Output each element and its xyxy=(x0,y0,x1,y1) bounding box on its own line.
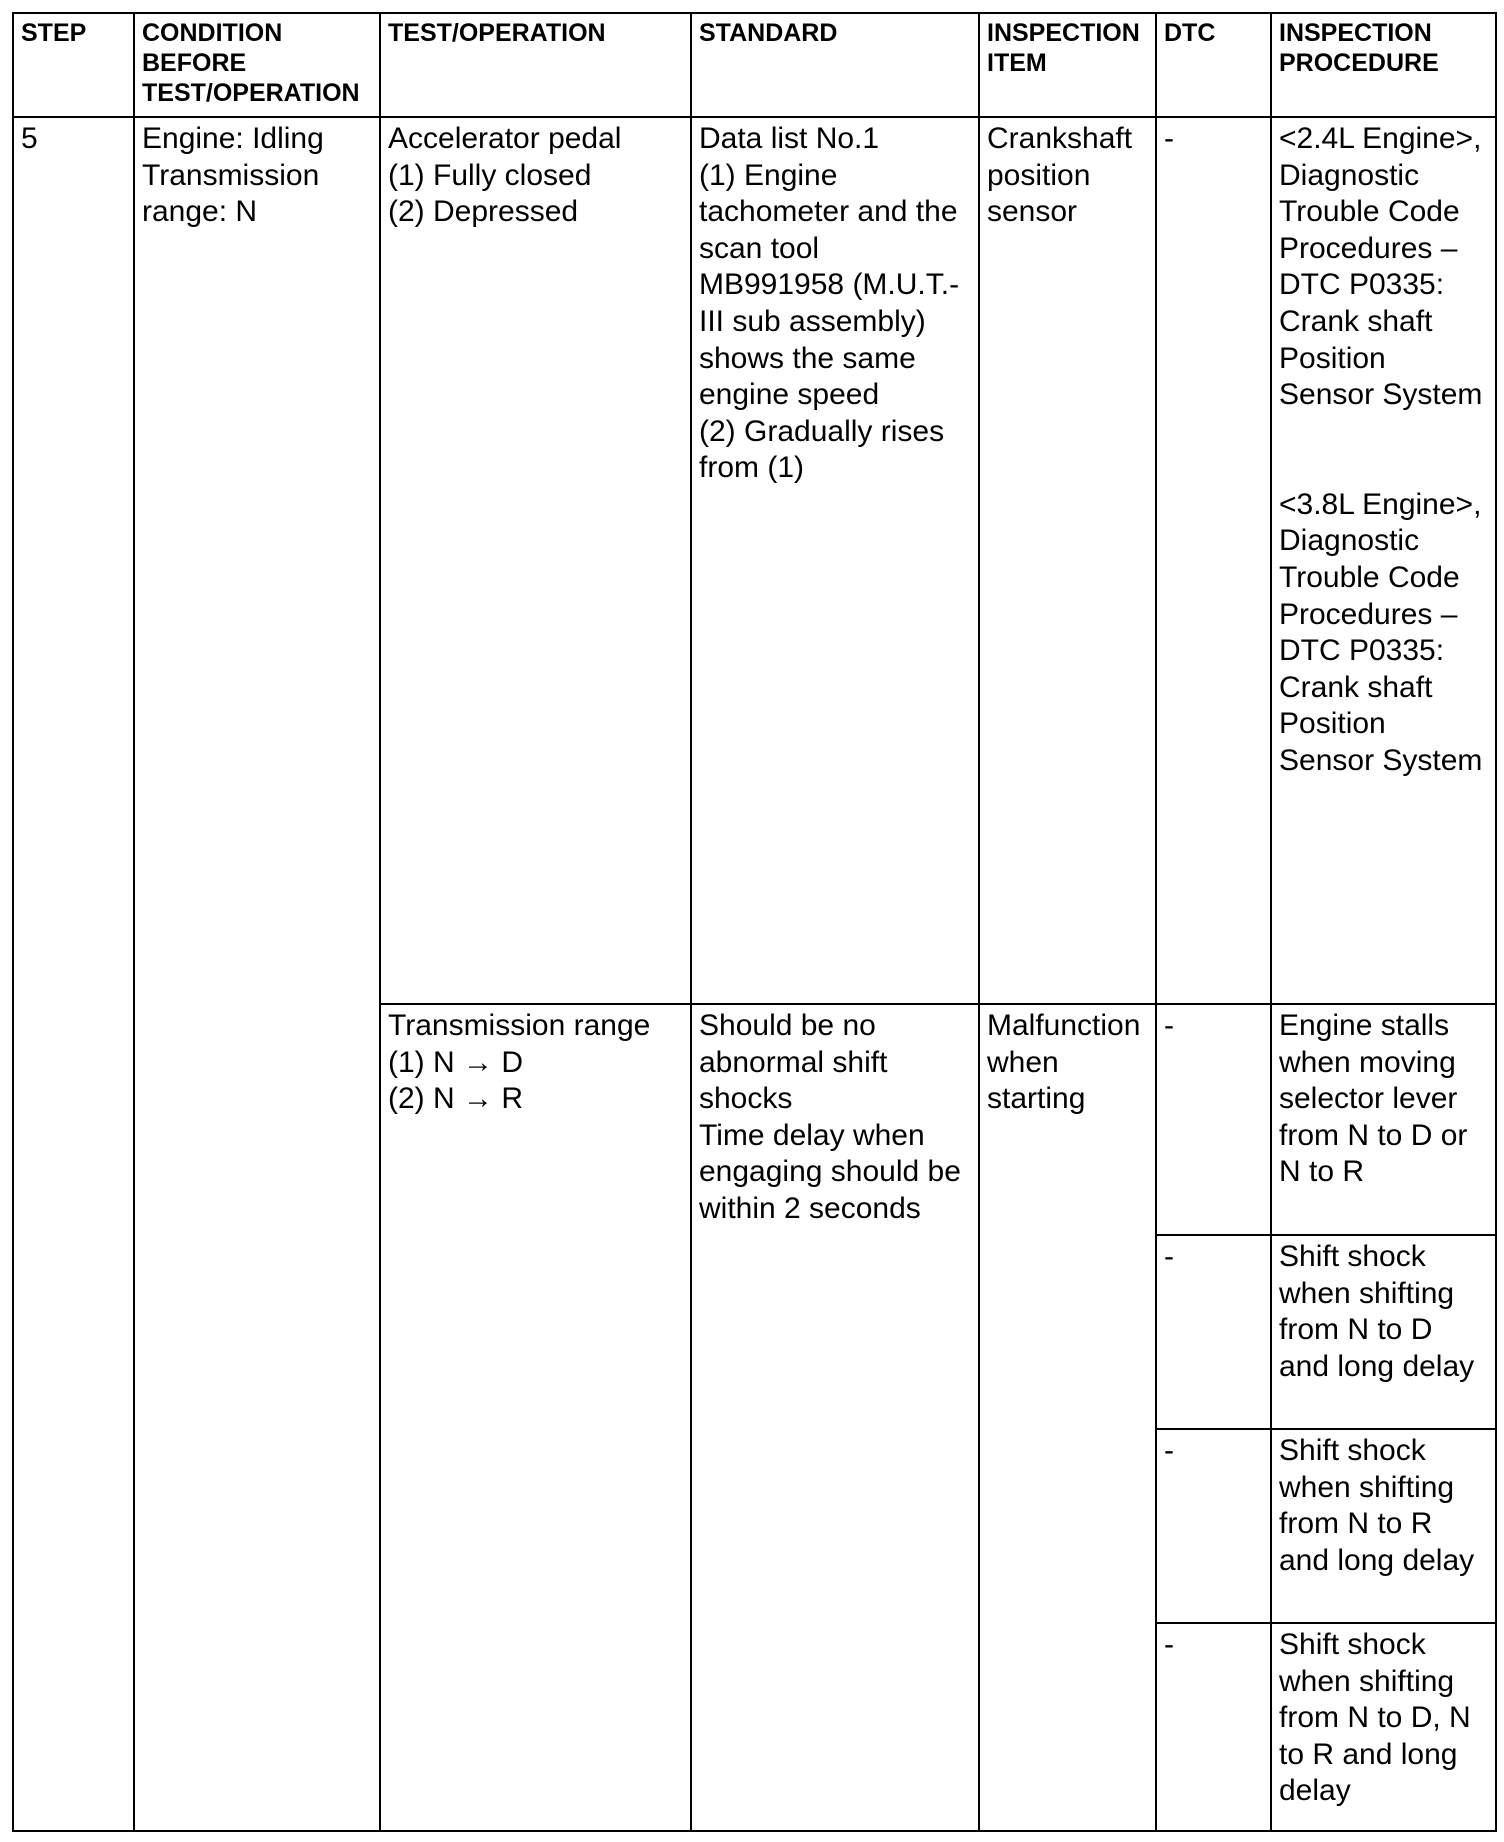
procedure-text: <2.4L Engine>, Diagnostic Trouble Code Procedures – DTC P0335: Crank shaft Position Sensor System xyxy=(1279,122,1490,412)
inspection-procedure-cell: Engine stalls when moving selector lever from N to D or N to R xyxy=(1271,1004,1496,1235)
inspection-table xyxy=(12,12,1497,1832)
dtc-cell: - xyxy=(1156,117,1271,1004)
dtc-cell: - xyxy=(1156,1429,1271,1623)
standard-cell xyxy=(691,117,979,1004)
inspection-procedure-cell: Shift shock when shifting from N to D, N to R and long delay xyxy=(1271,1623,1496,1831)
dtc-cell: - xyxy=(1156,1004,1271,1235)
standard-line: (2) Gradually rises from (1) xyxy=(699,414,953,485)
header-standard: STANDARD xyxy=(691,13,979,117)
header-test-operation: TEST/OPERATION xyxy=(380,13,691,117)
test-operation-line: Transmission range xyxy=(388,1009,651,1042)
header-dtc: DTC xyxy=(1156,13,1271,117)
test-operation-cell xyxy=(380,117,691,1004)
test-operation-line: (1) Fully closed xyxy=(388,158,592,192)
inspection-procedure-cell: Shift shock when shifting from N to D and long delay xyxy=(1271,1235,1496,1429)
standard-line: (1) Engine tachometer and the scan tool MB991958 (M.U.T.-III sub assembly) shows the same engine speed xyxy=(699,158,966,412)
standard-line: Data list No.1 xyxy=(699,122,880,155)
header-inspection-item: INSPECTION ITEM xyxy=(979,13,1156,117)
test-operation-cell xyxy=(380,1004,691,1831)
header-row xyxy=(13,13,1496,117)
condition-line: Engine: Idling xyxy=(142,122,324,155)
test-operation-line: Accelerator pedal xyxy=(388,122,622,155)
inspection-item-cell: Crankshaft position sensor xyxy=(979,117,1156,1004)
header-step: STEP xyxy=(13,13,134,117)
condition-line: Transmission range: N xyxy=(142,158,328,229)
standard-line: Time delay when engaging should be within 2 seconds xyxy=(699,1118,970,1225)
test-operation-line: (2) N → R xyxy=(388,1082,523,1116)
dtc-cell: - xyxy=(1156,1623,1271,1831)
standard-cell xyxy=(691,1004,979,1831)
test-operation-line: (1) N → D xyxy=(388,1045,523,1079)
table-row-accelerator xyxy=(13,117,1496,1004)
test-operation-line: (2) Depressed xyxy=(388,195,579,229)
condition-cell xyxy=(134,117,380,1831)
standard-line: Should be no abnormal shift shocks xyxy=(699,1009,896,1116)
procedure-spacer xyxy=(1279,414,1488,487)
inspection-procedure-cell: Shift shock when shifting from N to R and long delay xyxy=(1271,1429,1496,1623)
header-inspection-procedure: INSPECTION PROCEDURE xyxy=(1271,13,1496,117)
header-condition: CONDITION BEFORE TEST/OPERATION xyxy=(134,13,380,117)
dtc-cell: - xyxy=(1156,1235,1271,1429)
procedure-text: <3.8L Engine>, Diagnostic Trouble Code Procedures – DTC P0335: Crank shaft Position Sensor System xyxy=(1279,487,1490,777)
inspection-procedure-cell xyxy=(1271,117,1496,1004)
step-cell: 5 xyxy=(13,117,134,1831)
inspection-item-cell: Malfunction when starting xyxy=(979,1004,1156,1831)
